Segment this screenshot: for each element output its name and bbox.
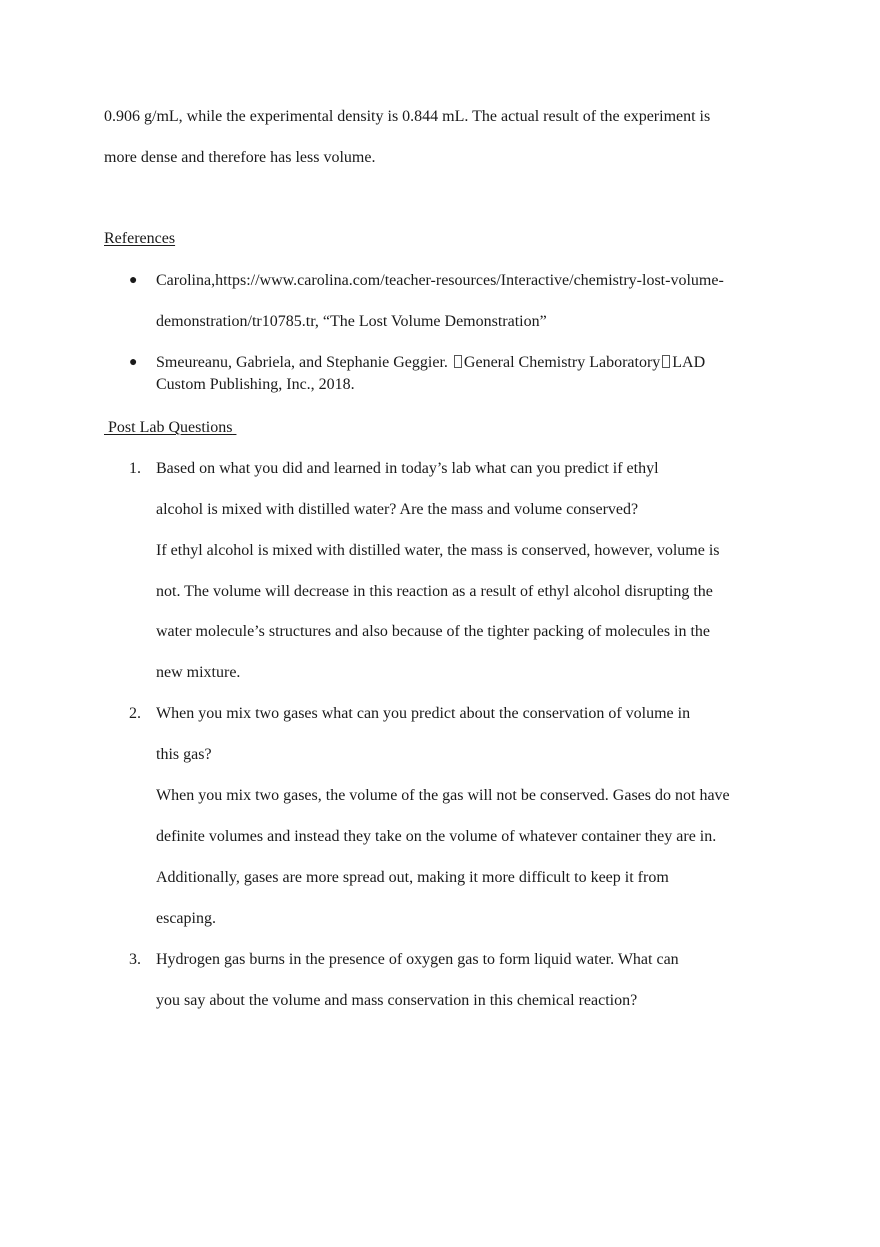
- post-lab-heading: Post Lab Questions: [108, 419, 233, 436]
- question-2-line-2: this gas?: [156, 746, 212, 763]
- reference-2-line-2: Custom Publishing, Inc., 2018.: [156, 376, 355, 393]
- answer-2-line-3: Additionally, gases are more spread out, making it more difficult to keep it from: [156, 869, 669, 886]
- reference-2-publisher-start: LAD: [672, 354, 706, 371]
- answer-1-line-3: water molecule’s structures and also because of the tighter packing of molecules in the: [156, 623, 711, 640]
- answer-1-line-1: If ethyl alcohol is mixed with distilled water, the mass is conserved, however, volume is: [156, 542, 720, 559]
- answer-2-line-4: escaping.: [156, 910, 216, 927]
- missing-glyph-icon: [662, 355, 670, 368]
- missing-glyph-icon: [454, 355, 462, 368]
- references-heading: References: [104, 230, 176, 247]
- question-3-line-1: Hydrogen gas burns in the presence of oxygen gas to form liquid water. What can: [156, 951, 679, 968]
- answer-1-line-4: new mixture.: [156, 664, 241, 681]
- answer-2-line-2: definite volumes and instead they take on the volume of whatever container they are in.: [156, 828, 717, 845]
- question-1-line-2: alcohol is mixed with distilled water? Are the mass and volume conserved?: [156, 501, 639, 518]
- answer-1-line-2: not. The volume will decrease in this reaction as a result of ethyl alcohol disrupting the: [156, 583, 713, 600]
- bullet-icon: ●: [129, 273, 138, 288]
- question-3-line-2: you say about the volume and mass conservation in this chemical reaction?: [156, 992, 638, 1009]
- reference-2-line-1: [156, 353, 705, 373]
- question-2-number: 2.: [129, 705, 141, 722]
- reference-2-authors: Smeureanu, Gabriela, and Stephanie Geggier.: [156, 354, 448, 371]
- question-3-number: 3.: [129, 951, 141, 968]
- reference-1-line-1: Carolina,https://www.carolina.com/teacher-resources/Interactive/chemistry-lost-volume-: [156, 272, 724, 289]
- reference-1-line-2: demonstration/tr10785.tr, “The Lost Volume Demonstration”: [156, 313, 547, 330]
- intro-line-1: 0.906 g/mL, while the experimental density is 0.844 mL. The actual result of the experiment is: [104, 108, 711, 125]
- answer-2-line-1: When you mix two gases, the volume of the gas will not be conserved. Gases do not have: [156, 787, 730, 804]
- bullet-icon: ●: [129, 355, 138, 370]
- question-1-number: 1.: [129, 460, 141, 477]
- question-2-line-1: When you mix two gases what can you predict about the conservation of volume in: [156, 705, 691, 722]
- intro-line-2: more dense and therefore has less volume.: [104, 149, 376, 166]
- question-1-line-1: Based on what you did and learned in today’s lab what can you predict if ethyl: [156, 460, 659, 477]
- reference-2-title: General Chemistry Laboratory: [463, 354, 661, 371]
